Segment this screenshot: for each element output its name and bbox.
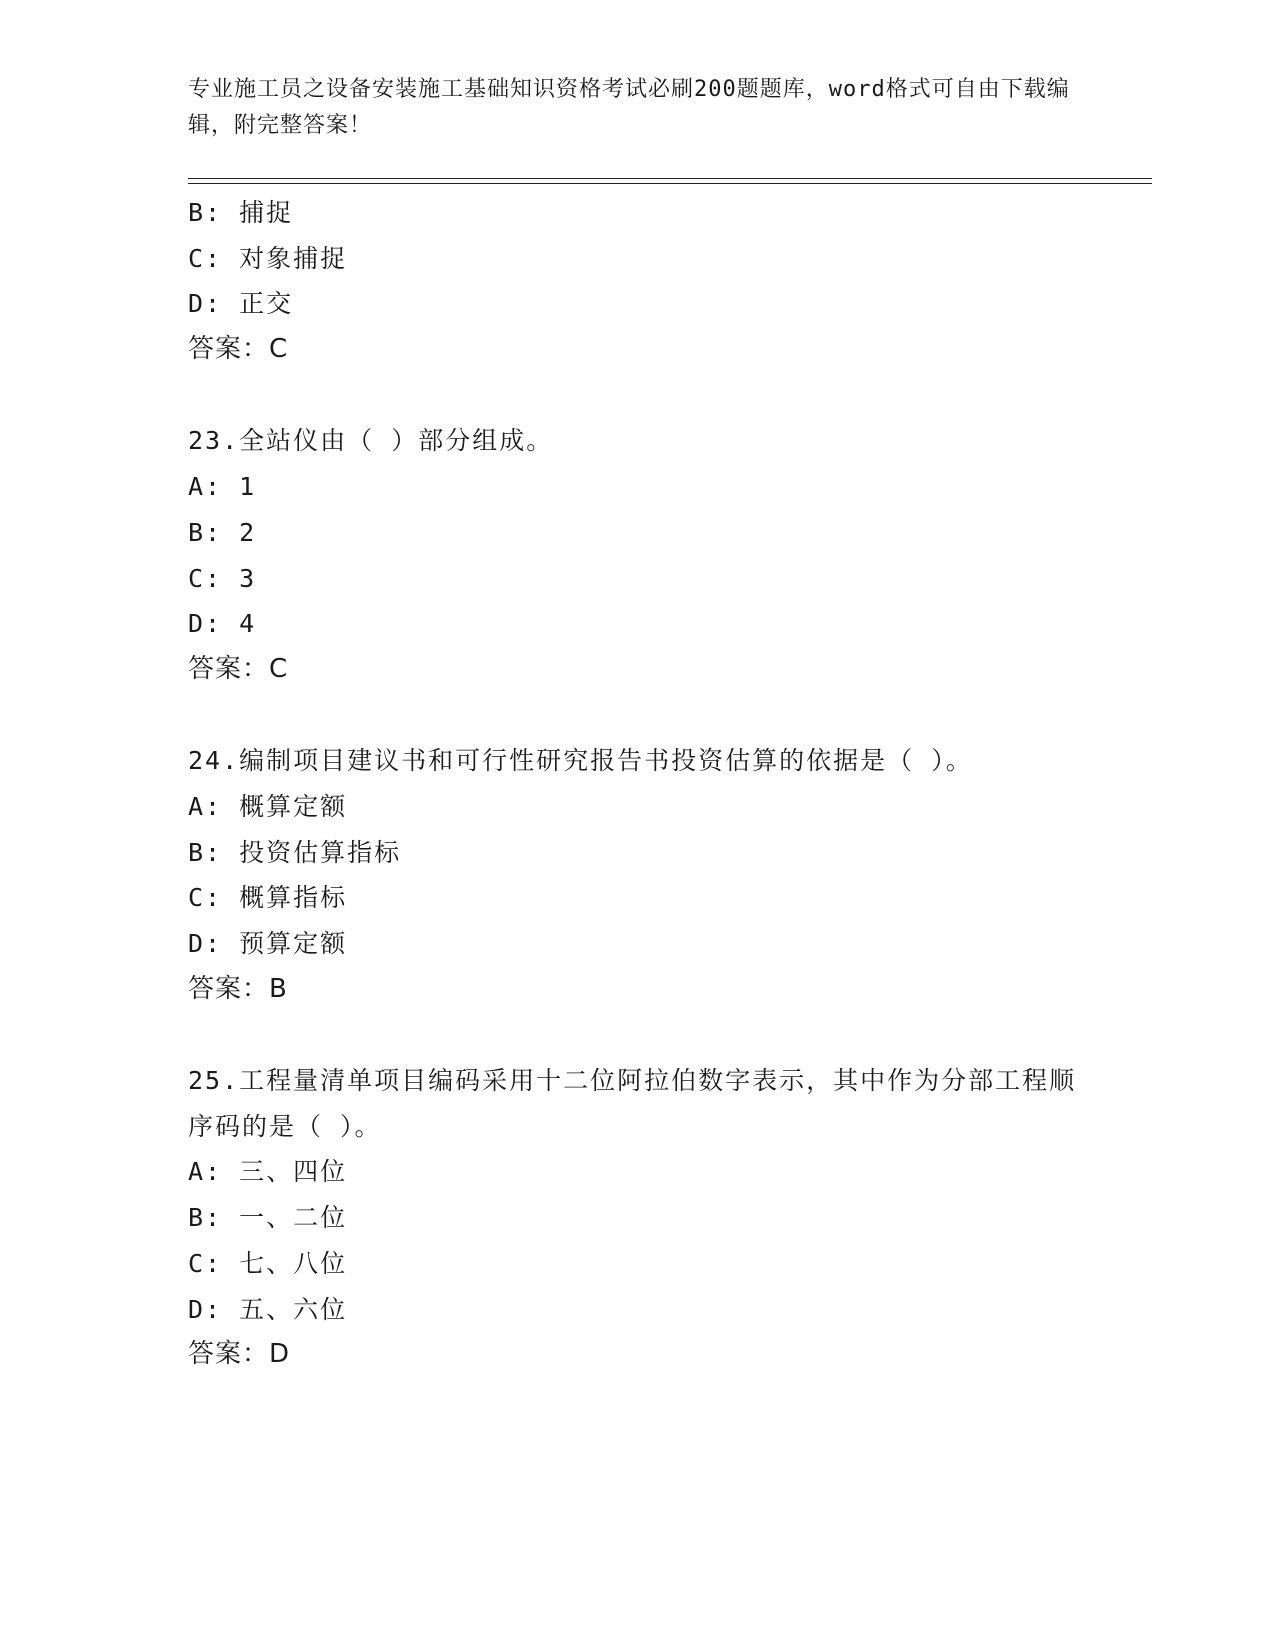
question-content <box>188 190 1152 1378</box>
answer-line: 答案：D <box>188 1339 291 1370</box>
spacer <box>188 373 1152 419</box>
option-d: D: 五、六位 <box>188 1294 348 1324</box>
option-d: D: 正交 <box>188 289 294 319</box>
spacer <box>188 1012 1152 1058</box>
header-rule-top <box>188 178 1152 179</box>
option-a: A: 三、四位 <box>188 1157 348 1187</box>
option-c: C: 对象捕捉 <box>188 243 348 273</box>
option-b: B: 捕捉 <box>188 198 294 227</box>
option-d: D: 预算定额 <box>188 929 348 958</box>
question-23: 23.全站仪由（ ）部分组成。 <box>188 426 554 456</box>
answer-line: 答案：C <box>188 334 289 365</box>
option-b: B: 投资估算指标 <box>188 837 402 867</box>
option-b: B: 2 <box>188 517 257 547</box>
option-d: D: 4 <box>188 609 257 639</box>
answer-line: 答案：C <box>188 653 289 684</box>
question-24: 24.编制项目建议书和可行性研究报告书投资估算的依据是（ ）。 <box>188 746 973 776</box>
option-c: C: 概算指标 <box>188 883 348 913</box>
option-c: C: 七、八位 <box>188 1248 348 1278</box>
spacer <box>188 693 1152 739</box>
option-c: C: 3 <box>188 563 257 593</box>
header-rule-bottom <box>188 183 1152 184</box>
option-b: B: 一、二位 <box>188 1203 348 1233</box>
answer-line: 答案：B <box>188 973 288 1004</box>
option-a: A: 1 <box>188 472 257 502</box>
question-25: 25.工程量清单项目编码采用十二位阿拉伯数字表示，其中作为分部工程顺序码的是（ ）。 <box>188 1066 1077 1141</box>
option-a: A: 概算定额 <box>188 791 348 821</box>
document-header: 专业施工员之设备安装施工基础知识资格考试必刷200题题库，word格式可自由下载编辑，附完整答案！ <box>188 77 1070 138</box>
